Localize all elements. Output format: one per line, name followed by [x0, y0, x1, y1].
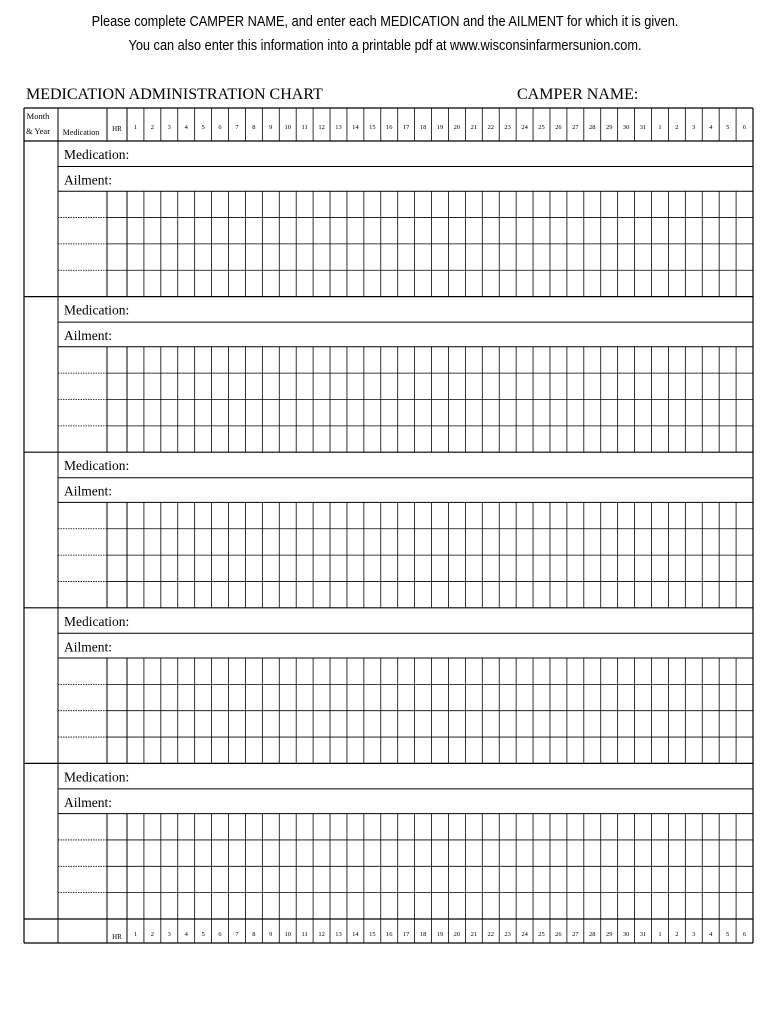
dose-row-cells[interactable]	[58, 191, 753, 217]
month-year-field[interactable]	[24, 141, 58, 297]
header-day-label: 1	[658, 124, 662, 131]
dose-row-cells[interactable]	[58, 840, 753, 866]
header-day-label: 10	[284, 124, 291, 131]
dose-row-cells[interactable]	[58, 893, 753, 919]
footer-day-label: 2	[675, 931, 679, 938]
footer-day-label: 12	[318, 931, 325, 938]
instruction-line-1: Please complete CAMPER NAME, and enter each MEDICATION and the AILMENT for which it is given.	[91, 14, 679, 30]
footer-day-label: 8	[252, 931, 256, 938]
month-year-field[interactable]	[24, 297, 58, 453]
header-day-label: 23	[504, 124, 511, 131]
footer-day-label: 5	[725, 931, 730, 938]
header-day-label: 4	[709, 124, 713, 131]
header-day-label: 31	[639, 124, 647, 131]
month-year-field[interactable]	[24, 608, 58, 764]
medication-field[interactable]	[58, 297, 753, 323]
header-day-label: 25	[538, 124, 545, 131]
dose-row-cells[interactable]	[58, 814, 753, 840]
dose-row-cells[interactable]	[58, 581, 753, 607]
footer-day-label: 20	[453, 931, 461, 938]
header-day-label: 22	[487, 124, 495, 131]
footer-day-label: 30	[622, 931, 630, 938]
instruction-line-2: You can also enter this information into a printable pdf at www.wisconsinfarmersunion.com.	[128, 38, 642, 54]
dose-row-cells[interactable]	[58, 244, 753, 270]
medication-field[interactable]	[58, 452, 753, 478]
header-day-label: 27	[572, 124, 579, 131]
header-day-label: 15	[369, 124, 376, 131]
header-day-label: 9	[269, 124, 273, 131]
header-day-label: 6	[218, 124, 222, 131]
footer-day-label: 14	[352, 931, 359, 938]
footer-day-label: 22	[487, 931, 495, 938]
footer-day-label: 4	[184, 931, 188, 938]
dose-row-cells[interactable]	[58, 373, 753, 399]
footer-day-label: 5	[201, 931, 205, 938]
header-day-label: 2	[675, 124, 679, 131]
dose-row-cells[interactable]	[58, 218, 753, 244]
footer-day-label: 6	[218, 931, 222, 938]
header-medication-label: Medication	[62, 128, 100, 137]
footer-day-label: 1	[658, 931, 662, 938]
footer-day-label: 29	[605, 931, 613, 938]
footer-day-label: 18	[419, 931, 427, 938]
header-day-label: 21	[470, 124, 478, 131]
footer-day-label: 11	[301, 931, 308, 938]
ailment-field[interactable]	[58, 478, 753, 503]
header-hr-label: HR	[112, 125, 122, 133]
header-day-label: 1	[133, 124, 138, 131]
header-year-label: & Year	[25, 126, 51, 136]
footer-day-label: 23	[504, 931, 511, 938]
medication-field[interactable]	[58, 763, 753, 789]
footer-day-label: 7	[235, 931, 239, 938]
footer-day-label: 3	[692, 931, 696, 938]
header-day-label: 30	[622, 124, 630, 131]
footer-day-label: 15	[369, 931, 376, 938]
footer-day-label: 27	[572, 931, 579, 938]
footer-day-label: 28	[589, 931, 596, 938]
ailment-field[interactable]	[58, 322, 753, 347]
footer-day-label: 4	[709, 931, 713, 938]
footer-day-label: 26	[555, 931, 562, 938]
dose-row-cells[interactable]	[58, 400, 753, 426]
header-day-label: 7	[235, 124, 239, 131]
dose-row-cells[interactable]	[58, 684, 753, 710]
header-day-label: 19	[436, 124, 444, 131]
footer-day-label: 13	[335, 931, 342, 938]
header-day-label: 28	[589, 124, 596, 131]
header-day-label: 3	[167, 124, 171, 131]
month-year-field[interactable]	[24, 452, 58, 608]
chart-title: MEDICATION ADMINISTRATION CHART	[26, 86, 323, 103]
footer-day-label: 16	[385, 931, 393, 938]
footer-day-label: 24	[521, 931, 528, 938]
header-day-label: 5	[201, 124, 205, 131]
medication-field[interactable]	[58, 608, 753, 634]
header-day-label: 2	[150, 124, 155, 131]
header-day-label: 6	[742, 124, 747, 131]
footer-day-label: 17	[402, 931, 410, 938]
header-month-label: Month	[26, 111, 50, 121]
footer-day-label: 6	[742, 931, 747, 938]
header-day-label: 26	[555, 124, 562, 131]
dose-row-cells[interactable]	[58, 658, 753, 684]
header-day-label: 14	[352, 124, 359, 131]
footer-day-label: 10	[284, 931, 291, 938]
header-day-label: 4	[184, 124, 188, 131]
ailment-field[interactable]	[58, 789, 753, 814]
footer-day-label: 2	[150, 931, 155, 938]
footer-day-label: 19	[436, 931, 444, 938]
footer-day-label: 31	[639, 931, 647, 938]
ailment-field[interactable]	[58, 167, 753, 192]
header-day-label: 12	[318, 124, 325, 131]
ailment-field[interactable]	[58, 633, 753, 658]
dose-row-cells[interactable]	[58, 426, 753, 452]
footer-day-label: 9	[269, 931, 273, 938]
medication-field[interactable]	[58, 141, 753, 167]
dose-row-cells[interactable]	[58, 529, 753, 555]
dose-row-cells[interactable]	[58, 502, 753, 528]
header-day-label: 3	[692, 124, 696, 131]
header-day-label: 13	[335, 124, 342, 131]
footer-hr-label: HR	[112, 933, 122, 941]
month-year-field[interactable]	[24, 763, 58, 919]
header-day-label: 20	[453, 124, 461, 131]
dose-row-cells[interactable]	[58, 555, 753, 581]
header-day-label: 17	[402, 124, 410, 131]
header-day-label: 5	[725, 124, 730, 131]
camper-name-label: CAMPER NAME:	[517, 86, 639, 103]
dose-row-cells[interactable]	[58, 711, 753, 737]
header-day-label: 8	[252, 124, 256, 131]
header-day-label: 24	[521, 124, 528, 131]
footer-day-label: 21	[470, 931, 478, 938]
header-day-label: 11	[301, 124, 308, 131]
dose-row-cells[interactable]	[58, 270, 753, 296]
header-day-label: 18	[419, 124, 427, 131]
footer-day-label: 1	[133, 931, 138, 938]
footer-day-label: 25	[538, 931, 545, 938]
dose-row-cells[interactable]	[58, 737, 753, 763]
header-day-label: 29	[605, 124, 613, 131]
dose-row-cells[interactable]	[58, 347, 753, 373]
header-day-label: 16	[385, 124, 393, 131]
footer-day-label: 3	[167, 931, 171, 938]
dose-row-cells[interactable]	[58, 866, 753, 892]
